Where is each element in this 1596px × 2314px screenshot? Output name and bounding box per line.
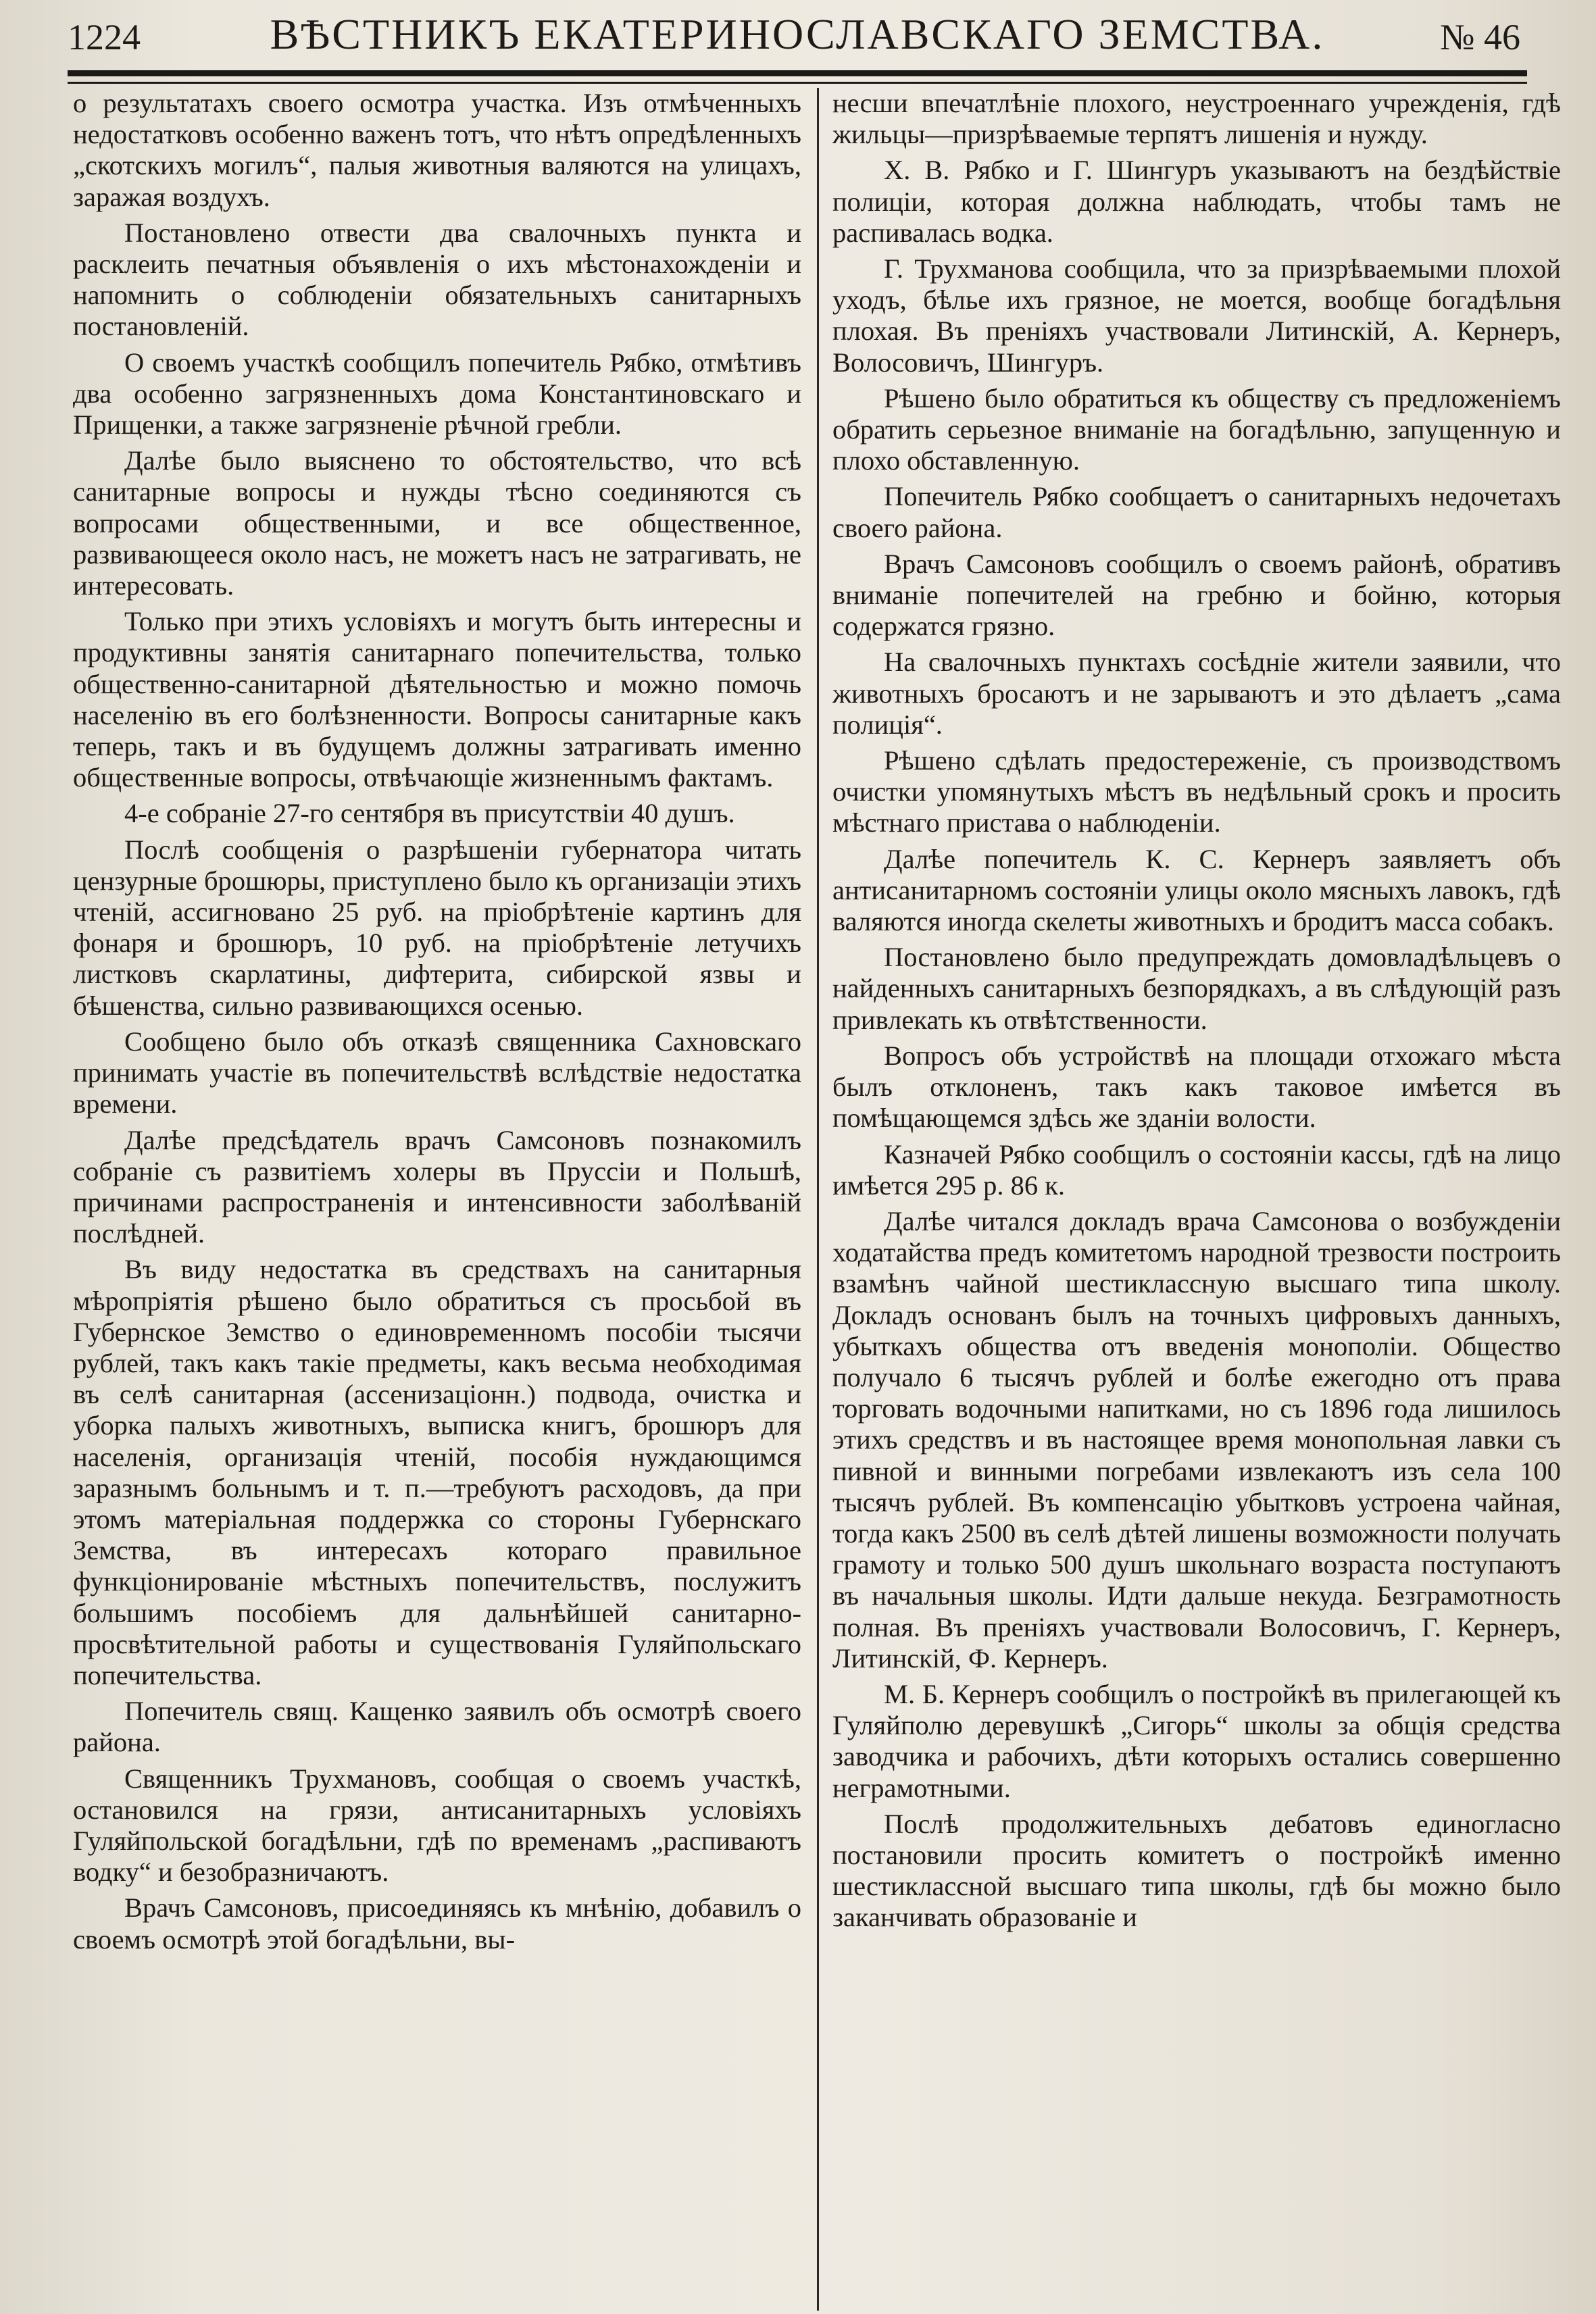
paragraph: несши впечатлѣніе плохого, неустроеннаго учрежденія, гдѣ жильцы—призрѣваемые терпятъ лишенія и нужду. (832, 88, 1561, 150)
paragraph: Далѣе попечитель К. С. Кернеръ заявляетъ объ антисанитарномъ состояніи улицы около мясныхъ лавокъ, гдѣ валяются иногда скелеты животныхъ и бродитъ масса собакъ. (832, 843, 1561, 937)
page-number: 1224 (68, 17, 141, 57)
paragraph: Вопросъ объ устройствѣ на площади отхожаго мѣста былъ отклоненъ, такъ какъ таковое имѣется въ помѣщающемся здѣсь же зданіи волости. (832, 1040, 1561, 1134)
right-column (832, 88, 1561, 2311)
paragraph: О своемъ участкѣ сообщилъ попечитель Рябко, отмѣтивъ два особенно загрязненныхъ дома Константиновскаго и Прищенки, а также загрязненіе рѣчной гребли. (73, 347, 801, 441)
paragraph: Врачъ Самсоновъ сообщилъ о своемъ районѣ, обративъ вниманіе попечителей на гребню и бойню, которыя содержатся грязно. (832, 548, 1561, 642)
paragraph: Попечитель свящ. Кащенко заявилъ объ осмотрѣ своего района. (73, 1696, 801, 1758)
page-header (68, 7, 1520, 68)
paragraph: Казначей Рябко сообщилъ о состояніи кассы, гдѣ на лицо имѣется 295 р. 86 к. (832, 1138, 1561, 1201)
paragraph: Рѣшено сдѣлать предостереженіе, съ производствомъ очистки упомянутыхъ мѣстъ въ недѣльный срокъ и просить мѣстнаго пристава о наблюденіи. (832, 745, 1561, 838)
paragraph: о результатахъ своего осмотра участка. Изъ отмѣченныхъ недостатковъ особенно важенъ тотъ, что нѣтъ опредѣленныхъ „скотскихъ могилъ“, палыя животныя валяются на улицахъ, заражая воздухъ. (73, 88, 801, 212)
header-rule-thick (68, 70, 1527, 76)
paragraph: 4-е собраніе 27-го сентября въ присутствіи 40 душъ. (124, 798, 735, 829)
left-column (73, 88, 801, 2311)
paragraph: Постановлено было предупреждать домовладѣльцевъ о найденныхъ санитарныхъ безпорядкахъ, а въ слѣдующій разъ привлекать къ отвѣтственности. (832, 942, 1561, 1035)
paragraph: Послѣ сообщенія о разрѣшеніи губернатора читать цензурные брошюры, приступлено было къ организаціи этихъ чтеній, ассигновано 25 руб. на пріобрѣтеніе картинъ для фонаря и брошюръ, 10 руб. на пріобрѣтеніе летучихъ листковъ скарлатины, дифтерита, сибирской язвы и бѣшенства, сильно развивающихся осенью. (73, 834, 801, 1021)
paragraph: На свалочныхъ пунктахъ сосѣдніе жители заявили, что животныхъ бросаютъ и не зарываютъ и это дѣлаетъ „сама полиція“. (832, 647, 1561, 740)
paragraph: Х. В. Рябко и Г. Шингуръ указываютъ на бездѣйствіе полиціи, которая должна наблюдать, чтобы тамъ не распивалась водка. (832, 155, 1561, 248)
paragraph: Священникъ Трухмановъ, сообщая о своемъ участкѣ, остановился на грязи, антисанитарныхъ условіяхъ Гуляйпольской богадѣльни, гдѣ по временамъ „распиваютъ водку“ и безобразничаютъ. (73, 1763, 801, 1888)
paragraph: Въ виду недостатка въ средствахъ на санитарныя мѣропріятія рѣшено было обратиться съ просьбой въ Губернское Земство о единовременномъ пособіи тысячи рублей, такъ какъ такіе предметы, какъ весьма необходимая въ селѣ санитарная (ассенизаціонн.) подвода, очистка и уборка палыхъ животныхъ, выписка книгъ, брошюръ для населенія, организація чтеній, пособія нуждающимся заразнымъ больнымъ и т. п.—требуютъ расходовъ, да при этомъ матеріальная поддержка со стороны Губернскаго Земства, въ интересахъ котораго правильное функціонированіе мѣстныхъ попечительствъ, послужитъ большимъ пособіемъ для дальнѣйшей санитарно-просвѣтительной работы и существованія Гуляйпольскаго попечительства. (73, 1254, 801, 1690)
paragraph: Попечитель Рябко сообщаетъ о санитарныхъ недочетахъ своего района. (832, 481, 1561, 543)
paragraph: Врачъ Самсоновъ, присоединяясь къ мнѣнію, добавилъ о своемъ осмотрѣ этой богадѣльни, вы- (73, 1892, 801, 1955)
paragraph: Г. Трухманова сообщила, что за призрѣваемыми плохой уходъ, бѣлье ихъ грязное, не моется, вообще богадѣльня плохая. Въ преніяхъ участвовали Литинскій, А. Кернеръ, Волосовичъ, Шингуръ. (832, 253, 1561, 378)
paragraph: Далѣе было выяснено то обстоятельство, что всѣ санитарные вопросы и нужды тѣсно соединяются съ вопросами общественными, и все общественное, развивающееся около насъ, не можетъ насъ не затрагивать, не интересовать. (73, 445, 801, 601)
journal-title: ВѢСТНИКЪ ЕКАТЕРИНОСЛАВСКАГО ЗЕМСТВА. (270, 10, 1325, 58)
paragraph: Сообщено было объ отказѣ священника Сахновскаго принимать участіе въ попечительствѣ вслѣдствіе недостатка времени. (73, 1026, 801, 1120)
paragraph: Послѣ продолжительныхъ дебатовъ единогласно постановили просить комитетъ о постройкѣ именно шестиклассной высшаго типа школы, гдѣ бы можно было заканчивать образованіе и (832, 1808, 1561, 1933)
header-rule-thin (68, 82, 1527, 84)
paragraph: Далѣе читался докладъ врача Самсонова о возбужденіи ходатайства предъ комитетомъ народной трезвости построить взамѣнъ чайной шестиклассную высшаго типа школу. Докладъ основанъ былъ на точныхъ цифровыхъ данныхъ, убыткахъ общества отъ введенія монополіи. Общество получало 6 тысячъ рублей и болѣе ежегодно отъ права торговать водочными напитками, но съ 1896 года лишилось этихъ средствъ и въ настоящее время монопольная лавки съ пивной и винными погребами извлекаютъ изъ села 100 тысячъ рублей. Въ компенсацію убытковъ устроена чайная, тогда какъ 2500 въ селѣ дѣтей лишены возможности получать грамоту и только 500 душъ школьнаго возраста поступаютъ въ начальныя школы. Идти дальше некуда. Безграмотность полная. Въ преніяхъ участвовали Волосовичъ, Г. Кернеръ, Литинскій, Ф. Кернеръ. (832, 1205, 1561, 1674)
issue-number: № 46 (1439, 17, 1520, 57)
paragraph: Рѣшено было обратиться къ обществу съ предложеніемъ обратить серьезное вниманіе на богадѣльню, запущенную и плохо обставленную. (832, 382, 1561, 476)
paragraph: Постановлено отвести два свалочныхъ пункта и расклеить печатныя объявленія о ихъ мѣстонахожденіи и напомнить о соблюденіи обязательныхъ санитарныхъ постановленій. (73, 217, 801, 342)
paragraph: Только при этихъ условіяхъ и могутъ быть интересны и продуктивны занятія санитарнаго попечительства, только общественно-санитарной дѣятельностью и можно помочь населенію въ его болѣзненности. Вопросы санитарные какъ теперь, такъ и въ будущемъ должны затрагивать именно общественные вопросы, отвѣчающіе жизненнымъ фактамъ. (73, 606, 801, 793)
paragraph: М. Б. Кернеръ сообщилъ о постройкѣ въ прилегающей къ Гуляйполю деревушкѣ „Сигорь“ школы за общія средства заводчика и рабочихъ, дѣти которыхъ остались совершенно неграмотными. (832, 1678, 1561, 1803)
paragraph: Далѣе предсѣдатель врачъ Самсоновъ познакомилъ собраніе съ развитіемъ холеры въ Пруссіи и Польшѣ, причинами распространенія и интенсивности заболѣваній послѣдней. (73, 1124, 801, 1249)
column-divider (817, 88, 819, 2311)
